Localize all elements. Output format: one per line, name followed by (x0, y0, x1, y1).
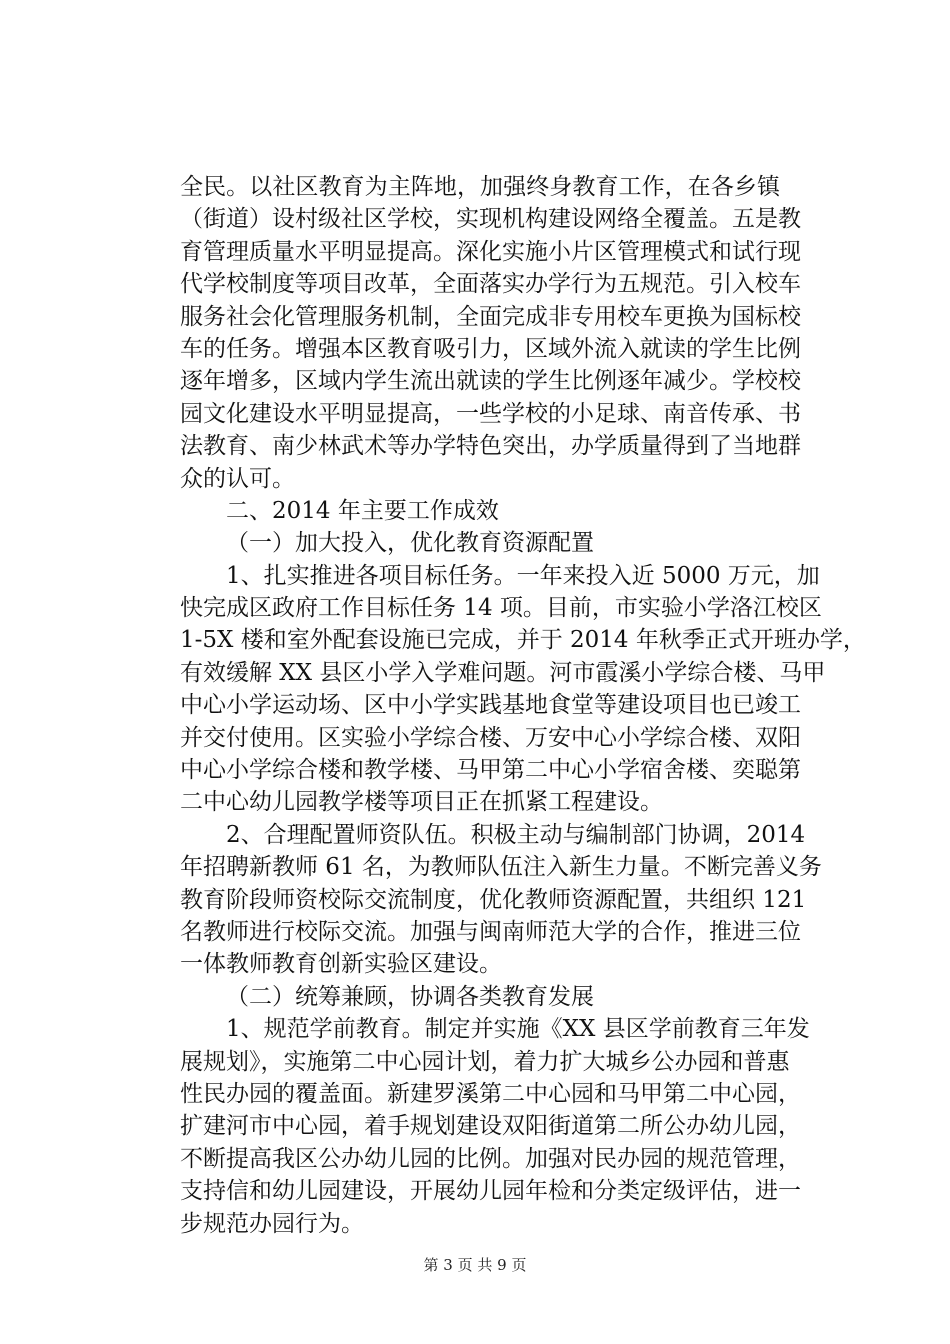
subsection-heading: （一）加大投入，优化教育资源配置 (226, 530, 594, 557)
text-line: 1、扎实推进各项目标任务。一年来投入近 5000 万元，加 (226, 562, 820, 589)
text-line: （街道）设村级社区学校，实现机构建设网络全覆盖。五是教 (180, 206, 801, 233)
text-line: 步规范办园行为。 (180, 1210, 364, 1237)
text-line: 支持信和幼儿园建设，开展幼儿园年检和分类定级评估，进一 (180, 1178, 801, 1205)
text-line: 年招聘新教师 61 名，为教师队伍注入新生力量。不断完善义务 (180, 854, 822, 881)
document-body (180, 171, 866, 1240)
text-line: 园文化建设水平明显提高，一些学校的小足球、南音传承、书 (180, 400, 801, 427)
text-line: 1-5X 楼和室外配套设施已完成，并于 2014 年秋季正式开班办学， (180, 627, 866, 654)
text-line: 名教师进行校际交流。加强与闽南师范大学的合作，推进三位 (180, 918, 801, 945)
text-line: 车的任务。增强本区教育吸引力，区域外流入就读的学生比例 (180, 335, 801, 362)
paragraph-targets (180, 560, 866, 819)
subsection-heading: （二）统筹兼顾，协调各类教育发展 (226, 983, 594, 1010)
text-line: 扩建河市中心园，着手规划建设双阳街道第二所公办幼儿园， (180, 1113, 801, 1140)
text-line: 一体教师教育创新实验区建设。 (180, 951, 502, 978)
text-line: 二中心幼儿园教学楼等项目正在抓紧工程建设。 (180, 789, 663, 816)
text-line: 展规划》，实施第二中心园计划，着力扩大城乡公办园和普惠 (180, 1048, 790, 1075)
paragraph-preschool (180, 1013, 810, 1240)
text-line: 1、规范学前教育。制定并实施《XX 县区学前教育三年发 (226, 1016, 810, 1043)
text-line: 并交付使用。区实验小学综合楼、万安中心小学综合楼、双阳 (180, 724, 801, 751)
text-line: 法教育、南少林武术等办学特色突出，办学质量得到了当地群 (180, 433, 801, 460)
text-line: 不断提高我区公办幼儿园的比例。加强对民办园的规范管理， (180, 1145, 801, 1172)
text-line: 2、合理配置师资队伍。积极主动与编制部门协调，2014 (226, 821, 806, 848)
text-line: 全民。以社区教育为主阵地，加强终身教育工作，在各乡镇 (180, 174, 780, 200)
text-line: 逐年增多，区域内学生流出就读的学生比例逐年减少。学校校 (180, 368, 801, 395)
text-line: 性民办园的覆盖面。新建罗溪第二中心园和马甲第二中心园， (180, 1080, 801, 1107)
paragraph-continuation (180, 171, 801, 495)
text-line: 有效缓解 XX 县区小学入学难问题。河市霞溪小学综合楼、马甲 (180, 659, 826, 686)
text-line: 中心小学运动场、区中小学实践基地食堂等建设项目也已竣工 (180, 692, 801, 719)
paragraph-teachers (180, 819, 822, 981)
text-line: 中心小学综合楼和教学楼、马甲第二中心小学宿舍楼、奕聪第 (180, 757, 801, 784)
text-line: 育管理质量水平明显提高。深化实施小片区管理模式和试行现 (180, 238, 801, 265)
text-line: 众的认可。 (180, 465, 295, 492)
page-number: 第 3 页 共 9 页 (423, 1256, 527, 1274)
text-line: 教育阶段师资校际交流制度，优化教师资源配置，共组织 121 (180, 886, 807, 913)
text-line: 快完成区政府工作目标任务 14 项。目前，市实验小学洛江校区 (180, 595, 822, 622)
text-line: 代学校制度等项目改革，全面落实办学行为五规范。引入校车 (180, 271, 801, 298)
section-heading: 二、2014 年主要工作成效 (226, 497, 499, 524)
text-line: 服务社会化管理服务机制，全面完成非专用校车更换为国标校 (180, 303, 801, 330)
